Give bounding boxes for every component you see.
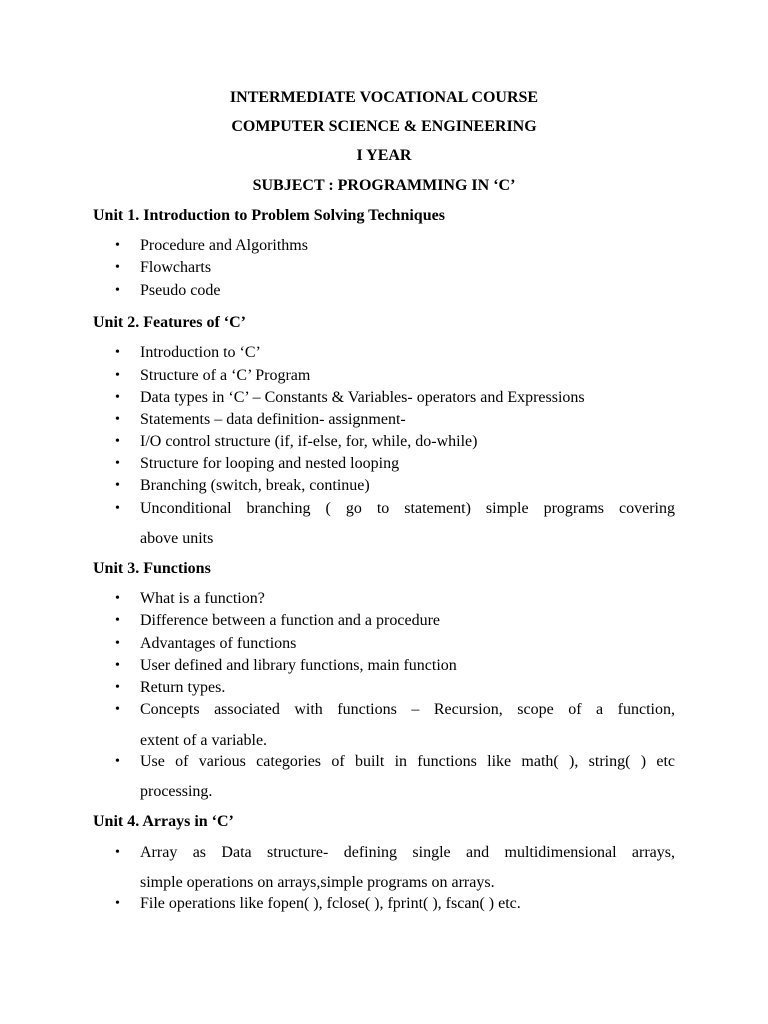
bullet-icon: •	[115, 283, 120, 298]
list-item-text: Structure for looping and nested looping	[140, 455, 400, 472]
list-item-text: Return types.	[140, 679, 226, 696]
course-title: INTERMEDIATE VOCATIONAL COURSE	[229, 89, 539, 106]
list-item-text: Concepts associated with functions – Recursion, scope of a function,	[140, 701, 675, 718]
list-item-text: User defined and library functions, main function	[140, 657, 457, 674]
list-item-text: Difference between a function and a procedure	[140, 612, 440, 629]
bullet-icon: •	[115, 456, 120, 471]
list-item-continuation: processing.	[140, 783, 213, 800]
list-item-continuation: simple operations on arrays,simple programs on arrays.	[140, 874, 495, 891]
bullet-icon: •	[115, 702, 120, 717]
unit-1-title: Unit 1. Introduction to Problem Solving Techniques	[93, 207, 445, 224]
bullet-icon: •	[115, 896, 120, 911]
bullet-icon: •	[115, 260, 120, 275]
list-item-text: Branching (switch, break, continue)	[140, 477, 370, 494]
bullet-icon: •	[115, 680, 120, 695]
list-item-text: Advantages of functions	[140, 635, 297, 652]
bullet-icon: •	[115, 478, 120, 493]
bullet-icon: •	[115, 368, 120, 383]
list-item-text: Pseudo code	[140, 282, 221, 299]
unit-4-title: Unit 4. Arrays in ‘C’	[93, 813, 234, 830]
list-item-text: I/O control structure (if, if-else, for, while, do-while)	[140, 433, 478, 450]
list-item-text: Array as Data structure- defining single and multidimensional arrays,	[140, 844, 675, 861]
list-item-text: Data types in ‘C’ – Constants & Variables- operators and Expressions	[140, 389, 585, 406]
bullet-icon: •	[115, 636, 120, 651]
list-item-text: Statements – data definition- assignment-	[140, 411, 406, 428]
list-item-text: Unconditional branching ( go to statement) simple programs covering	[140, 500, 675, 517]
bullet-icon: •	[115, 613, 120, 628]
list-item-text: Introduction to ‘C’	[140, 344, 261, 361]
bullet-icon: •	[115, 501, 120, 516]
bullet-icon: •	[115, 658, 120, 673]
subject-title: SUBJECT : PROGRAMMING IN ‘C’	[252, 177, 516, 194]
list-item-continuation: above units	[140, 530, 214, 547]
list-item-text: Procedure and Algorithms	[140, 237, 308, 254]
bullet-icon: •	[115, 412, 120, 427]
list-item-text: Use of various categories of built in functions like math( ), string( ) etc	[140, 753, 675, 770]
bullet-icon: •	[115, 845, 120, 860]
department-title: COMPUTER SCIENCE & ENGINEERING	[231, 118, 537, 135]
list-item-text: What is a function?	[140, 590, 265, 607]
list-item-text: File operations like fopen( ), fclose( ), fprint( ), fscan( ) etc.	[140, 895, 521, 912]
bullet-icon: •	[115, 390, 120, 405]
unit-3-title: Unit 3. Functions	[93, 560, 211, 577]
bullet-icon: •	[115, 591, 120, 606]
year-title: I YEAR	[356, 147, 412, 164]
unit-2-title: Unit 2. Features of ‘C’	[93, 314, 247, 331]
bullet-icon: •	[115, 345, 120, 360]
list-item-text: Structure of a ‘C’ Program	[140, 367, 311, 384]
bullet-icon: •	[115, 434, 120, 449]
list-item-text: Flowcharts	[140, 259, 212, 276]
bullet-icon: •	[115, 238, 120, 253]
list-item-continuation: extent of a variable.	[140, 732, 268, 749]
bullet-icon: •	[115, 754, 120, 769]
